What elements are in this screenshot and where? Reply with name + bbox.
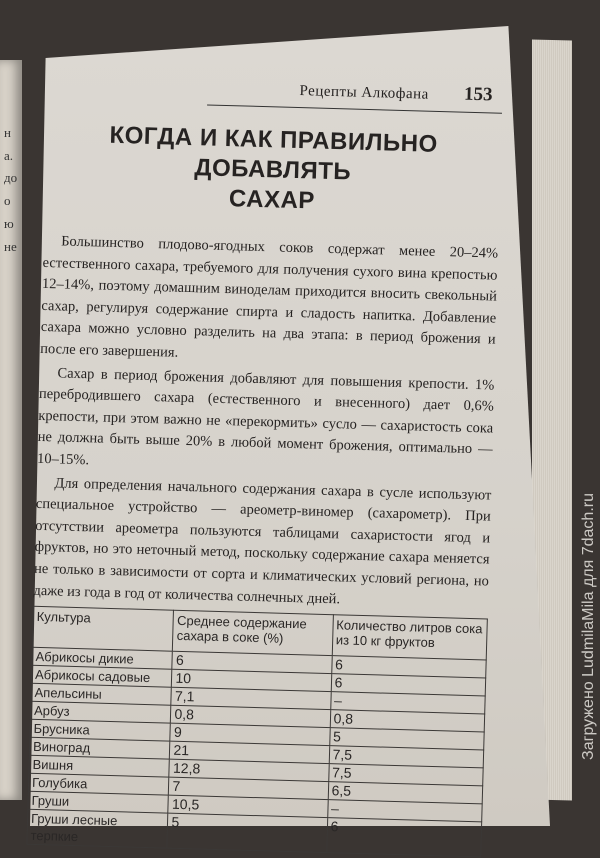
- table-cell-juice: 6: [331, 674, 486, 696]
- table-cell-juice: –: [330, 692, 485, 714]
- table-header-cell: Количество литров сока из 10 кг фруктов: [332, 615, 487, 660]
- left-page-text-fragment: не: [4, 239, 17, 254]
- table-cell-juice: 7,5: [328, 764, 483, 786]
- chapter-title: [44, 119, 501, 222]
- table-cell-sugar: 5: [167, 813, 327, 852]
- table-cell-juice: 6,5: [328, 782, 483, 804]
- left-page-text-fragment: н: [4, 125, 11, 140]
- table-header-cell: Культура: [32, 606, 174, 651]
- table-cell-sugar: 7: [169, 777, 329, 799]
- table-cell-sugar: 10: [172, 669, 332, 691]
- table-cell-sugar: 0,8: [171, 705, 331, 727]
- body-paragraph: Для определения начального содержания сахара в сусле используют специальное устройство — ареометр-виномер (сахарометр). При отсутствии ареометра пользуются таблицами сахаристости ягод и фруктов, но это неточный метод, поскольку содержание сахара меняется не только в зависимости от сорта и климатических условий региона, но даже из года в год от количества солнечных дней.: [33, 474, 492, 607]
- table-cell-sugar: 7,1: [171, 687, 331, 709]
- sugar-content-table: [26, 606, 487, 858]
- body-paragraph: Сахар в период брожения добавляют для повышения крепости. 1% перебродившего сахара (естественного и внесенного) дает 0,6% крепости, при этом важно не «перекормить» сусло — сахаристость сока не должна быть выше 20% в любой момент брожения, оптимально — 10–15%.: [36, 364, 495, 469]
- table-cell-sugar: 6: [172, 651, 332, 673]
- table-cell-sugar: 21: [170, 741, 330, 763]
- left-page-text-fragment: о: [4, 193, 11, 208]
- chapter-title-line: КОГДА И КАК ПРАВИЛЬНО ДОБАВЛЯТЬ: [109, 121, 439, 186]
- table-cell-crop: Груши: [28, 791, 169, 813]
- table-cell-sugar: 9: [170, 723, 330, 745]
- table-cell-crop: Апельсины: [31, 683, 172, 705]
- table-cell-crop: Абрикосы садовые: [31, 665, 172, 687]
- table-cell-crop: Абрикосы дикие: [32, 647, 173, 669]
- body-paragraph: Большинство плодово-ягодных соков содержат менее 20–24% естественного сахара, требуемого для получения сухого вина крепостью 12–14%, поэтому домашним виноделам приходится вносить свекольный сахар, регулируя содержание спирта и сладость напитка. Добавление сахара можно условно разделить на два этапа: в период брожения и после его завершения.: [39, 233, 499, 361]
- table-cell-juice: 0,8: [330, 710, 485, 732]
- table-cell-juice: 6: [326, 818, 481, 857]
- left-page-text-fragment: а.: [4, 148, 14, 163]
- page-content: [26, 70, 502, 857]
- chapter-title-line: САХАР: [228, 185, 316, 215]
- table-cell-crop: Арбуз: [30, 701, 171, 723]
- table-header-cell: Среднее содержание сахара в соке (%): [173, 610, 333, 655]
- table-cell-crop: Голубика: [28, 773, 169, 795]
- table-cell-juice: 6: [331, 656, 486, 678]
- left-page-text-fragment: до: [4, 170, 18, 185]
- left-page-text-fragment: ю: [4, 216, 14, 231]
- table-cell-crop: Брусника: [30, 719, 171, 741]
- table-cell-crop: Груши лесные терпкие: [27, 809, 168, 848]
- running-title: Рецепты Алкофана: [299, 83, 429, 103]
- table-cell-juice: 5: [329, 728, 484, 750]
- adjacent-left-page: [0, 60, 22, 800]
- table-cell-sugar: 12,8: [169, 759, 329, 781]
- table-cell-juice: 7,5: [329, 746, 484, 768]
- page-number: 153: [463, 83, 493, 106]
- watermark-text: Загружено LudmilaMila для 7dach.ru: [580, 493, 597, 760]
- table-cell-crop: Вишня: [29, 755, 170, 777]
- table-cell-juice: –: [327, 800, 482, 822]
- table-cell-sugar: 10,5: [168, 795, 328, 817]
- table-cell-crop: Виноград: [29, 737, 170, 759]
